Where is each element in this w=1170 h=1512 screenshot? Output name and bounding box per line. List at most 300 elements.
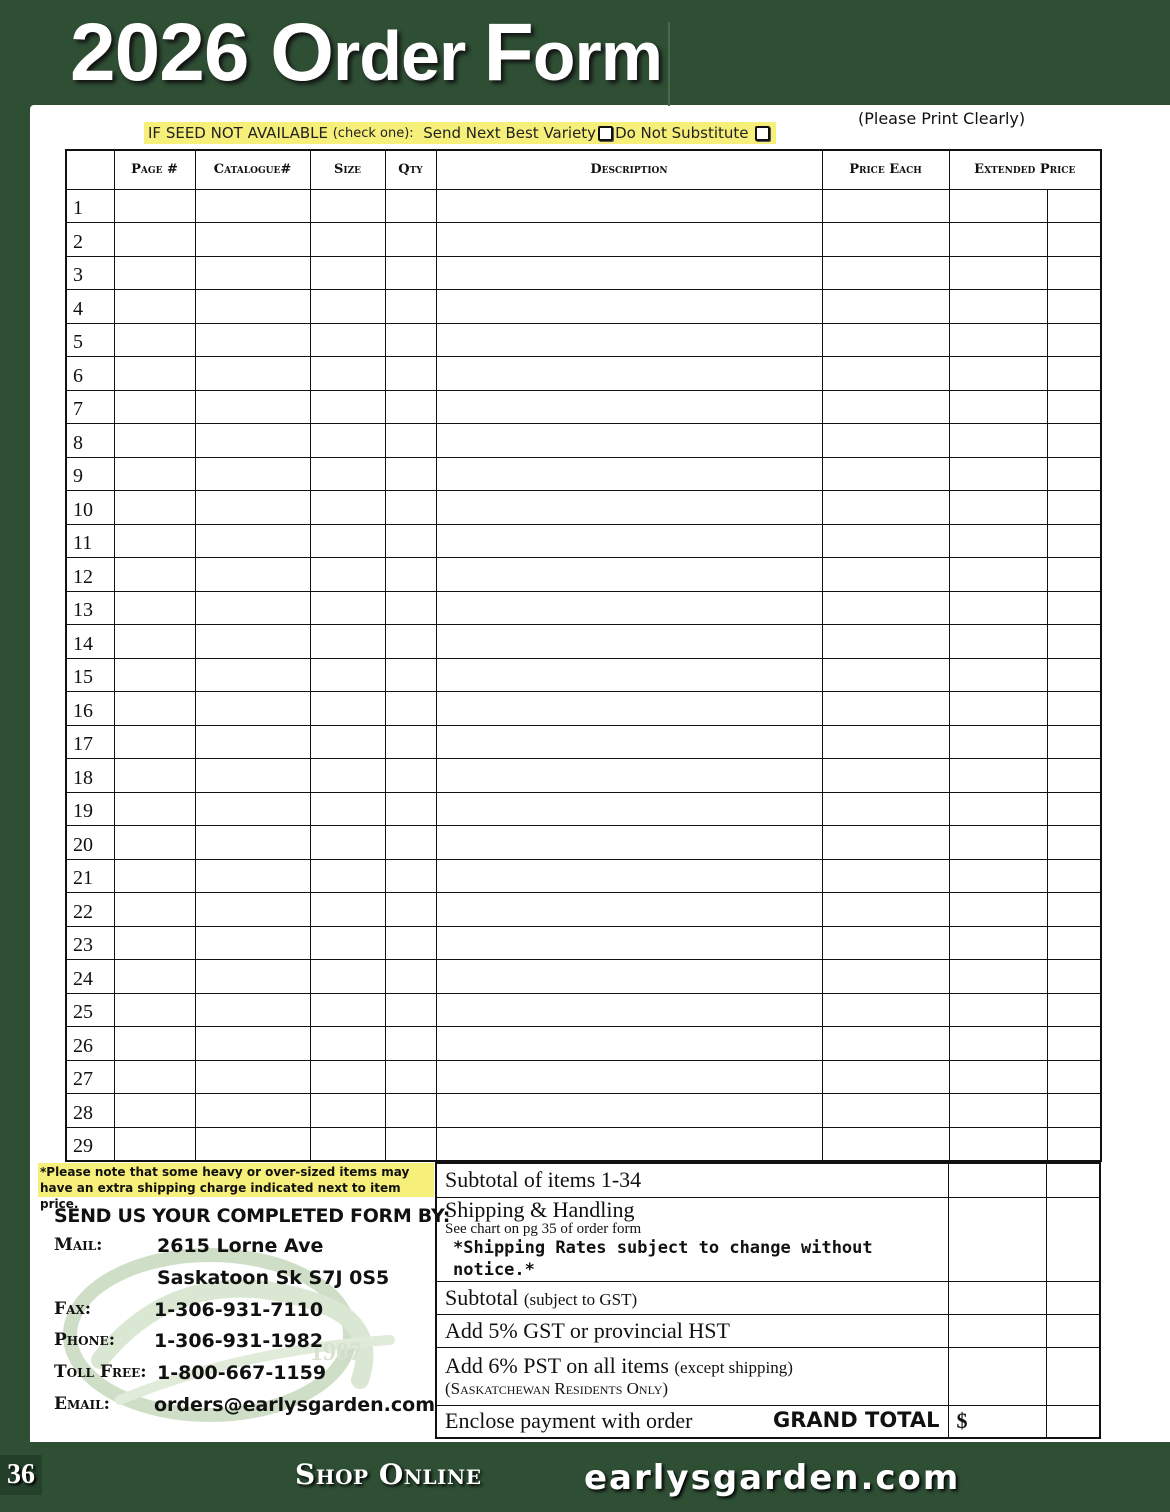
description-cell[interactable] (436, 792, 822, 826)
page-number-cell[interactable] (114, 424, 195, 458)
subtotal-items-row (436, 1163, 1100, 1197)
size-cell[interactable] (310, 558, 385, 592)
description-cell[interactable] (436, 625, 822, 659)
size-cell[interactable] (310, 223, 385, 257)
catalogue-number-cell[interactable] (195, 256, 310, 290)
extended-price-dollars-cell[interactable] (949, 524, 1047, 558)
description-cell[interactable] (436, 658, 822, 692)
description-cell[interactable] (436, 591, 822, 625)
extended-price-cents-cell[interactable] (1047, 256, 1101, 290)
table-row (66, 625, 1101, 659)
fax-number: 1-306-931-7110 (154, 1299, 324, 1321)
row-number: 14 (66, 625, 114, 659)
extended-price-dollars-cell[interactable] (949, 826, 1047, 860)
page-number-cell[interactable] (114, 792, 195, 826)
extended-price-dollars-cell[interactable] (949, 658, 1047, 692)
row-number: 7 (66, 390, 114, 424)
price-each-cell[interactable] (822, 658, 949, 692)
size-cell[interactable] (310, 993, 385, 1027)
extended-price-cents-cell[interactable] (1047, 524, 1101, 558)
subtotal-gst-note: (subject to GST) (523, 1289, 638, 1309)
extended-price-cents-cell[interactable] (1047, 558, 1101, 592)
catalogue-number-cell[interactable] (195, 524, 310, 558)
page-number-cell[interactable] (114, 725, 195, 759)
qty-cell[interactable] (385, 792, 436, 826)
description-cell[interactable] (436, 357, 822, 391)
table-row (66, 189, 1101, 223)
qty-cell[interactable] (385, 1060, 436, 1094)
price-each-cell[interactable] (822, 491, 949, 525)
qty-cell[interactable] (385, 625, 436, 659)
catalogue-number-cell[interactable] (195, 1094, 310, 1128)
page-number-cell[interactable] (114, 491, 195, 525)
extended-price-dollars-cell[interactable] (949, 491, 1047, 525)
price-each-cell[interactable] (822, 591, 949, 625)
page-number-cell[interactable] (114, 256, 195, 290)
qty-cell[interactable] (385, 256, 436, 290)
page-number-cell[interactable] (114, 1127, 195, 1161)
catalogue-number-cell[interactable] (195, 290, 310, 324)
row-number: 25 (66, 993, 114, 1027)
catalogue-number-cell[interactable] (195, 725, 310, 759)
grand-total-cents[interactable] (1046, 1405, 1100, 1438)
catalogue-number-cell[interactable] (195, 323, 310, 357)
description-cell[interactable] (436, 1060, 822, 1094)
page-number-cell[interactable] (114, 658, 195, 692)
page-number-cell[interactable] (114, 457, 195, 491)
price-each-cell[interactable] (822, 893, 949, 927)
description-cell[interactable] (436, 725, 822, 759)
extended-price-cents-cell[interactable] (1047, 960, 1101, 994)
qty-cell[interactable] (385, 993, 436, 1027)
price-each-cell[interactable] (822, 926, 949, 960)
page-number-cell[interactable] (114, 759, 195, 793)
header-catalogue-number: Catalogue# (195, 150, 310, 189)
row-number: 8 (66, 424, 114, 458)
extended-price-cents-cell[interactable] (1047, 1127, 1101, 1161)
catalogue-number-cell[interactable] (195, 859, 310, 893)
table-row (66, 457, 1101, 491)
qty-cell[interactable] (385, 826, 436, 860)
size-cell[interactable] (310, 390, 385, 424)
price-each-cell[interactable] (822, 625, 949, 659)
price-each-cell[interactable] (822, 759, 949, 793)
price-each-cell[interactable] (822, 859, 949, 893)
description-cell[interactable] (436, 826, 822, 860)
table-row (66, 290, 1101, 324)
catalogue-number-cell[interactable] (195, 826, 310, 860)
price-each-cell[interactable] (822, 1027, 949, 1061)
qty-cell[interactable] (385, 1027, 436, 1061)
page-number-cell[interactable] (114, 960, 195, 994)
page-number-cell[interactable] (114, 1060, 195, 1094)
extended-price-dollars-cell[interactable] (949, 591, 1047, 625)
extended-price-cents-cell[interactable] (1047, 323, 1101, 357)
extended-price-cents-cell[interactable] (1047, 189, 1101, 223)
description-cell[interactable] (436, 491, 822, 525)
qty-cell[interactable] (385, 658, 436, 692)
price-each-cell[interactable] (822, 189, 949, 223)
price-each-cell[interactable] (822, 725, 949, 759)
qty-cell[interactable] (385, 491, 436, 525)
extended-price-dollars-cell[interactable] (949, 792, 1047, 826)
qty-cell[interactable] (385, 725, 436, 759)
extended-price-dollars-cell[interactable] (949, 1127, 1047, 1161)
extended-price-cents-cell[interactable] (1047, 625, 1101, 659)
shipping-cents[interactable] (1046, 1197, 1100, 1281)
pst-label: Add 6% PST on all items (445, 1353, 669, 1378)
price-each-cell[interactable] (822, 323, 949, 357)
catalogue-number-cell[interactable] (195, 960, 310, 994)
page-number-cell[interactable] (114, 357, 195, 391)
price-each-cell[interactable] (822, 960, 949, 994)
extended-price-cents-cell[interactable] (1047, 223, 1101, 257)
extended-price-cents-cell[interactable] (1047, 826, 1101, 860)
page-number-cell[interactable] (114, 189, 195, 223)
qty-cell[interactable] (385, 457, 436, 491)
page-number-cell[interactable] (114, 323, 195, 357)
qty-cell[interactable] (385, 1094, 436, 1128)
description-cell[interactable] (436, 558, 822, 592)
qty-cell[interactable] (385, 290, 436, 324)
table-row (66, 1027, 1101, 1061)
website-link[interactable]: earlysgarden.com (584, 1458, 961, 1498)
size-cell[interactable] (310, 692, 385, 726)
price-each-cell[interactable] (822, 1127, 949, 1161)
extended-price-cents-cell[interactable] (1047, 491, 1101, 525)
qty-cell[interactable] (385, 189, 436, 223)
extended-price-cents-cell[interactable] (1047, 290, 1101, 324)
shipping-dollars[interactable] (948, 1197, 1046, 1281)
extended-price-dollars-cell[interactable] (949, 1094, 1047, 1128)
qty-cell[interactable] (385, 357, 436, 391)
qty-cell[interactable] (385, 893, 436, 927)
row-number: 5 (66, 323, 114, 357)
description-cell[interactable] (436, 223, 822, 257)
extended-price-cents-cell[interactable] (1047, 725, 1101, 759)
shipping-cell (436, 1197, 948, 1281)
extended-price-dollars-cell[interactable] (949, 290, 1047, 324)
page-number-cell[interactable] (114, 1027, 195, 1061)
subtotal-row (436, 1281, 1100, 1314)
extended-price-cents-cell[interactable] (1047, 859, 1101, 893)
page-number-cell[interactable] (114, 692, 195, 726)
page-number-cell[interactable] (114, 893, 195, 927)
size-cell[interactable] (310, 658, 385, 692)
catalogue-number-cell[interactable] (195, 759, 310, 793)
page-number-cell[interactable] (114, 993, 195, 1027)
phone-number: 1-306-931-1982 (154, 1330, 324, 1352)
table-row (66, 826, 1101, 860)
size-cell[interactable] (310, 323, 385, 357)
extended-price-dollars-cell[interactable] (949, 725, 1047, 759)
price-each-cell[interactable] (822, 223, 949, 257)
catalogue-number-cell[interactable] (195, 792, 310, 826)
size-cell[interactable] (310, 759, 385, 793)
catalogue-number-cell[interactable] (195, 1027, 310, 1061)
extended-price-dollars-cell[interactable] (949, 189, 1047, 223)
option-send-next-best-label: Send Next Best Variety (423, 124, 597, 142)
catalogue-number-cell[interactable] (195, 893, 310, 927)
price-each-cell[interactable] (822, 457, 949, 491)
subtotal-cents[interactable] (1046, 1281, 1100, 1314)
size-cell[interactable] (310, 859, 385, 893)
oversize-shipping-note: *Please note that some heavy or over-sized items may have an extra shipping charge indicated next to item price. (38, 1163, 434, 1197)
extended-price-cents-cell[interactable] (1047, 759, 1101, 793)
price-each-cell[interactable] (822, 1094, 949, 1128)
gst-dollars[interactable] (948, 1314, 1046, 1347)
extended-price-dollars-cell[interactable] (949, 993, 1047, 1027)
extended-price-dollars-cell[interactable] (949, 692, 1047, 726)
price-each-cell[interactable] (822, 290, 949, 324)
extended-price-cents-cell[interactable] (1047, 658, 1101, 692)
qty-cell[interactable] (385, 759, 436, 793)
row-number: 21 (66, 859, 114, 893)
page-number-cell[interactable] (114, 859, 195, 893)
shipping-row (436, 1197, 1100, 1281)
extended-price-dollars-cell[interactable] (949, 390, 1047, 424)
description-cell[interactable] (436, 1027, 822, 1061)
row-number: 10 (66, 491, 114, 525)
catalogue-number-cell[interactable] (195, 491, 310, 525)
row-number: 20 (66, 826, 114, 860)
row-number: 28 (66, 1094, 114, 1128)
catalogue-number-cell[interactable] (195, 223, 310, 257)
price-each-cell[interactable] (822, 558, 949, 592)
page-number-cell[interactable] (114, 1094, 195, 1128)
extended-price-cents-cell[interactable] (1047, 792, 1101, 826)
extended-price-cents-cell[interactable] (1047, 926, 1101, 960)
size-cell[interactable] (310, 424, 385, 458)
print-clearly-note: (Please Print Clearly) (858, 109, 1026, 128)
page-number-cell[interactable] (114, 558, 195, 592)
page-number-cell[interactable] (114, 524, 195, 558)
subtotal-items-cents[interactable] (1046, 1163, 1100, 1197)
size-cell[interactable] (310, 826, 385, 860)
pst-cents[interactable] (1046, 1347, 1100, 1405)
extended-price-dollars-cell[interactable] (949, 357, 1047, 391)
extended-price-dollars-cell[interactable] (949, 256, 1047, 290)
qty-cell[interactable] (385, 390, 436, 424)
size-cell[interactable] (310, 491, 385, 525)
shipping-label: Shipping & Handling (445, 1196, 635, 1222)
price-each-cell[interactable] (822, 792, 949, 826)
page-number-cell[interactable] (114, 591, 195, 625)
price-each-cell[interactable] (822, 993, 949, 1027)
description-cell[interactable] (436, 1094, 822, 1128)
price-each-cell[interactable] (822, 256, 949, 290)
size-cell[interactable] (310, 792, 385, 826)
catalogue-number-cell[interactable] (195, 357, 310, 391)
description-cell[interactable] (436, 256, 822, 290)
table-row (66, 558, 1101, 592)
extended-price-dollars-cell[interactable] (949, 1027, 1047, 1061)
extended-price-cents-cell[interactable] (1047, 591, 1101, 625)
header-page-number: Page # (114, 150, 195, 189)
catalogue-number-cell[interactable] (195, 993, 310, 1027)
qty-cell[interactable] (385, 524, 436, 558)
size-cell[interactable] (310, 1094, 385, 1128)
price-each-cell[interactable] (822, 692, 949, 726)
extended-price-dollars-cell[interactable] (949, 893, 1047, 927)
toll-free-number: 1-800-667-1159 (157, 1362, 327, 1384)
extended-price-cents-cell[interactable] (1047, 993, 1101, 1027)
table-row (66, 692, 1101, 726)
extended-price-cents-cell[interactable] (1047, 390, 1101, 424)
seed-availability-note (144, 122, 776, 144)
extended-price-cents-cell[interactable] (1047, 692, 1101, 726)
description-cell[interactable] (436, 893, 822, 927)
page-number-cell[interactable] (114, 826, 195, 860)
page-number-cell[interactable] (114, 390, 195, 424)
table-row (66, 357, 1101, 391)
table-row (66, 591, 1101, 625)
qty-cell[interactable] (385, 424, 436, 458)
extended-price-cents-cell[interactable] (1047, 457, 1101, 491)
qty-cell[interactable] (385, 692, 436, 726)
row-number: 12 (66, 558, 114, 592)
description-cell[interactable] (436, 323, 822, 357)
extended-price-dollars-cell[interactable] (949, 759, 1047, 793)
pst-residents-note: (Saskatchewan Residents Only) (445, 1379, 669, 1398)
extended-price-dollars-cell[interactable] (949, 926, 1047, 960)
qty-cell[interactable] (385, 926, 436, 960)
size-cell[interactable] (310, 457, 385, 491)
catalogue-number-cell[interactable] (195, 591, 310, 625)
size-cell[interactable] (310, 926, 385, 960)
qty-cell[interactable] (385, 591, 436, 625)
description-cell[interactable] (436, 424, 822, 458)
pst-dollars[interactable] (948, 1347, 1046, 1405)
table-row (66, 223, 1101, 257)
grand-total-row (436, 1405, 1100, 1438)
size-cell[interactable] (310, 1027, 385, 1061)
size-cell[interactable] (310, 256, 385, 290)
table-row (66, 424, 1101, 458)
order-items-table (65, 149, 1102, 1162)
catalogue-number-cell[interactable] (195, 1060, 310, 1094)
qty-cell[interactable] (385, 558, 436, 592)
price-each-cell[interactable] (822, 826, 949, 860)
table-row (66, 1060, 1101, 1094)
size-cell[interactable] (310, 725, 385, 759)
extended-price-cents-cell[interactable] (1047, 1094, 1101, 1128)
size-cell[interactable] (310, 625, 385, 659)
extended-price-dollars-cell[interactable] (949, 323, 1047, 357)
size-cell[interactable] (310, 357, 385, 391)
size-cell[interactable] (310, 591, 385, 625)
table-row (66, 960, 1101, 994)
extended-price-cents-cell[interactable] (1047, 357, 1101, 391)
table-row (66, 390, 1101, 424)
catalogue-number-cell[interactable] (195, 692, 310, 726)
size-cell[interactable] (310, 290, 385, 324)
catalogue-number-cell[interactable] (195, 625, 310, 659)
extended-price-cents-cell[interactable] (1047, 424, 1101, 458)
extended-price-dollars-cell[interactable] (949, 1060, 1047, 1094)
description-cell[interactable] (436, 692, 822, 726)
subtotal-items-label: Subtotal of items 1-34 (436, 1163, 948, 1197)
qty-cell[interactable] (385, 323, 436, 357)
description-cell[interactable] (436, 759, 822, 793)
qty-cell[interactable] (385, 1127, 436, 1161)
catalogue-number-cell[interactable] (195, 390, 310, 424)
description-cell[interactable] (436, 457, 822, 491)
catalogue-number-cell[interactable] (195, 424, 310, 458)
description-cell[interactable] (436, 926, 822, 960)
page-number-cell[interactable] (114, 926, 195, 960)
qty-cell[interactable] (385, 859, 436, 893)
price-each-cell[interactable] (822, 1060, 949, 1094)
extended-price-dollars-cell[interactable] (949, 625, 1047, 659)
price-each-cell[interactable] (822, 524, 949, 558)
catalogue-number-cell[interactable] (195, 558, 310, 592)
size-cell[interactable] (310, 524, 385, 558)
extended-price-dollars-cell[interactable] (949, 223, 1047, 257)
row-number: 17 (66, 725, 114, 759)
table-header-row (66, 150, 1101, 189)
qty-cell[interactable] (385, 960, 436, 994)
catalogue-number-cell[interactable] (195, 658, 310, 692)
description-cell[interactable] (436, 290, 822, 324)
subtotal-dollars[interactable] (948, 1281, 1046, 1314)
page-number-cell[interactable] (114, 223, 195, 257)
send-next-best-checkbox[interactable] (598, 126, 613, 141)
description-cell[interactable] (436, 189, 822, 223)
catalogue-number-cell[interactable] (195, 1127, 310, 1161)
description-cell[interactable] (436, 993, 822, 1027)
subtotal-items-dollars[interactable] (948, 1163, 1046, 1197)
row-number: 3 (66, 256, 114, 290)
extended-price-dollars-cell[interactable] (949, 424, 1047, 458)
price-each-cell[interactable] (822, 390, 949, 424)
extended-price-dollars-cell[interactable] (949, 457, 1047, 491)
extended-price-cents-cell[interactable] (1047, 893, 1101, 927)
page-number-cell[interactable] (114, 625, 195, 659)
mail-address-line2: Saskatoon Sk S7J 0S5 (157, 1267, 390, 1289)
grand-total-dollars[interactable] (948, 1405, 1046, 1438)
size-cell[interactable] (310, 960, 385, 994)
catalogue-number-cell[interactable] (195, 457, 310, 491)
description-cell[interactable] (436, 859, 822, 893)
catalogue-number-cell[interactable] (195, 926, 310, 960)
price-each-cell[interactable] (822, 357, 949, 391)
extended-price-dollars-cell[interactable] (949, 558, 1047, 592)
size-cell[interactable] (310, 1060, 385, 1094)
description-cell[interactable] (436, 390, 822, 424)
shipping-chart-note: See chart on pg 35 of order form (445, 1220, 642, 1237)
size-cell[interactable] (310, 893, 385, 927)
gst-cents[interactable] (1046, 1314, 1100, 1347)
description-cell[interactable] (436, 524, 822, 558)
catalogue-number-cell[interactable] (195, 189, 310, 223)
description-cell[interactable] (436, 1127, 822, 1161)
header-description: Description (436, 150, 822, 189)
extended-price-dollars-cell[interactable] (949, 859, 1047, 893)
size-cell[interactable] (310, 1127, 385, 1161)
qty-cell[interactable] (385, 223, 436, 257)
title-divider (668, 22, 670, 106)
page-number-cell[interactable] (114, 290, 195, 324)
price-each-cell[interactable] (822, 424, 949, 458)
extended-price-dollars-cell[interactable] (949, 960, 1047, 994)
description-cell[interactable] (436, 960, 822, 994)
page-number: 36 (0, 1455, 42, 1495)
extended-price-cents-cell[interactable] (1047, 1060, 1101, 1094)
extended-price-cents-cell[interactable] (1047, 1027, 1101, 1061)
do-not-substitute-checkbox[interactable] (755, 126, 770, 141)
size-cell[interactable] (310, 189, 385, 223)
